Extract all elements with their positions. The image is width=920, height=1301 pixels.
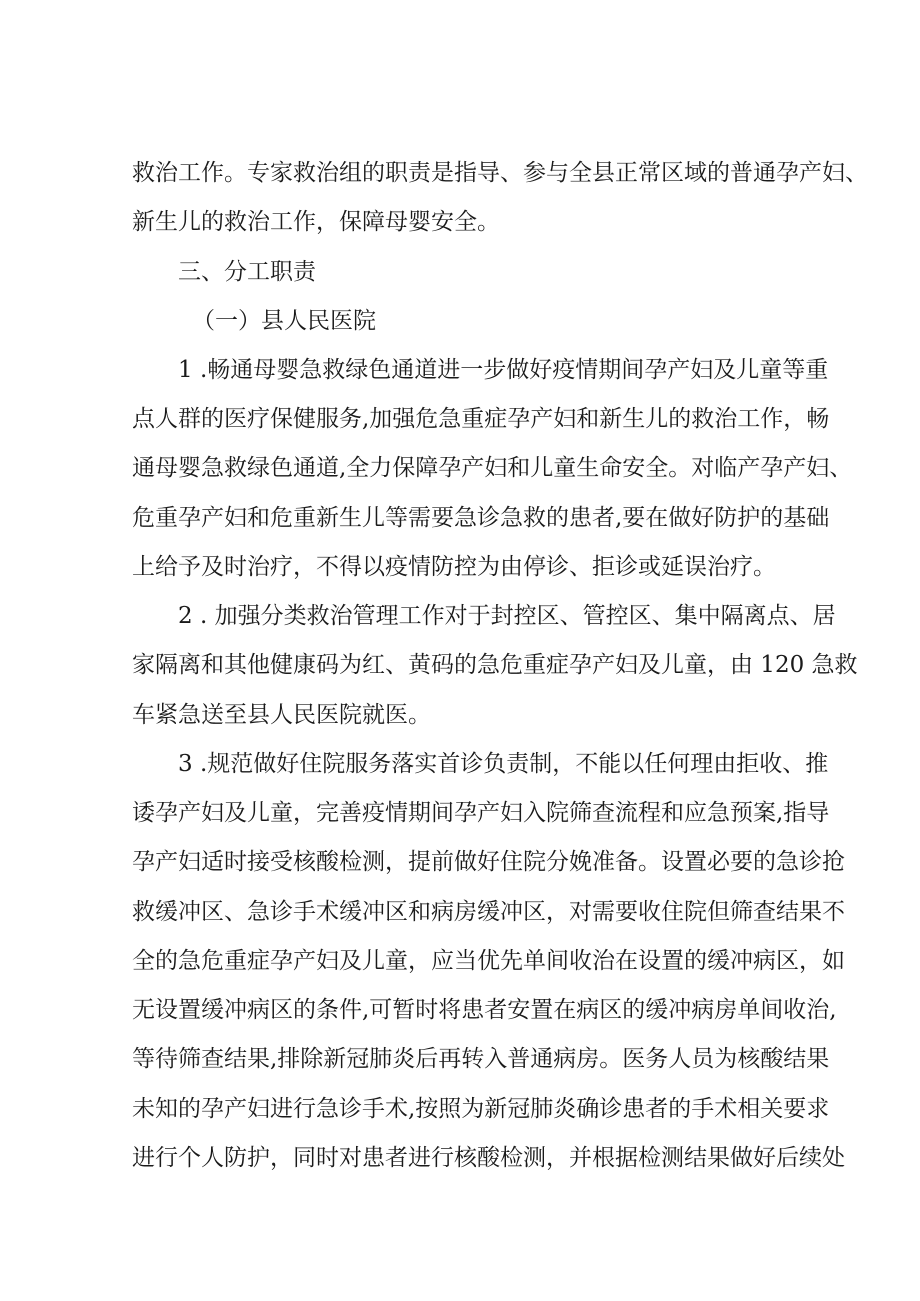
paragraph-line: 2 . 加强分类救治管理工作对于封控区、管控区、集中隔离点、居 [178, 603, 836, 629]
paragraph-line: 未知的孕产妇进行急诊手术,按照为新冠肺炎确诊患者的手术相关要求 [132, 1096, 830, 1122]
paragraph-line: 通母婴急救绿色通道,全力保障孕产妇和儿童生命安全。对临产孕产妇、 [132, 455, 853, 481]
paragraph-line: 救治工作。专家救治组的职责是指导、参与全县正常区域的普通孕产妇、 [132, 160, 868, 186]
paragraph-line: 诿孕产妇及儿童，完善疫情期间孕产妇入院筛查流程和应急预案,指导 [132, 800, 830, 826]
paragraph-line: 全的急危重症孕产妇及儿童，应当优先单间收治在设置的缓冲病区，如 [132, 948, 845, 974]
paragraph-line: 救缓冲区、急诊手术缓冲区和病房缓冲区，对需要收住院但筛查结果不 [132, 899, 845, 925]
paragraph-line: 进行个人防护，同时对患者进行核酸检测，并根据检测结果做好后续处 [132, 1145, 845, 1171]
paragraph-line: 3 .规范做好住院服务落实首诊负责制，不能以任何理由拒收、推 [178, 751, 829, 777]
paragraph-line: 点人群的医疗保健服务,加强危急重症孕产妇和新生儿的救治工作，畅 [132, 406, 830, 432]
paragraph-line: 上给予及时治疗，不得以疫情防控为由停诊、拒诊或延误治疗。 [132, 554, 776, 580]
paragraph-line: 家隔离和其他健康码为红、黄码的急危重症孕产妇及儿童，由 120 急救 [132, 652, 858, 678]
paragraph-line: 新生儿的救治工作，保障母婴安全。 [132, 209, 500, 235]
paragraph-line: 车紧急送至县人民医院就医。 [132, 702, 431, 728]
paragraph-line: 孕产妇适时接受核酸检测，提前做好住院分娩准备。设置必要的急诊抢 [132, 849, 845, 875]
paragraph-line: 等待筛查结果,排除新冠肺炎后再转入普通病房。医务人员为核酸结果 [132, 1046, 830, 1072]
subsection-heading: （一）县人民医院 [192, 308, 376, 334]
section-heading: 三、分工职责 [178, 259, 316, 285]
paragraph-line: 1 .畅通母婴急救绿色通道进一步做好疫情期间孕产妇及儿童等重 [178, 357, 829, 383]
paragraph-line: 无设置缓冲病区的条件,可暂时将患者安置在病区的缓冲病房单间收治, [132, 997, 837, 1023]
paragraph-line: 危重孕产妇和危重新生儿等需要急诊急救的患者,要在做好防护的基础 [132, 505, 830, 531]
